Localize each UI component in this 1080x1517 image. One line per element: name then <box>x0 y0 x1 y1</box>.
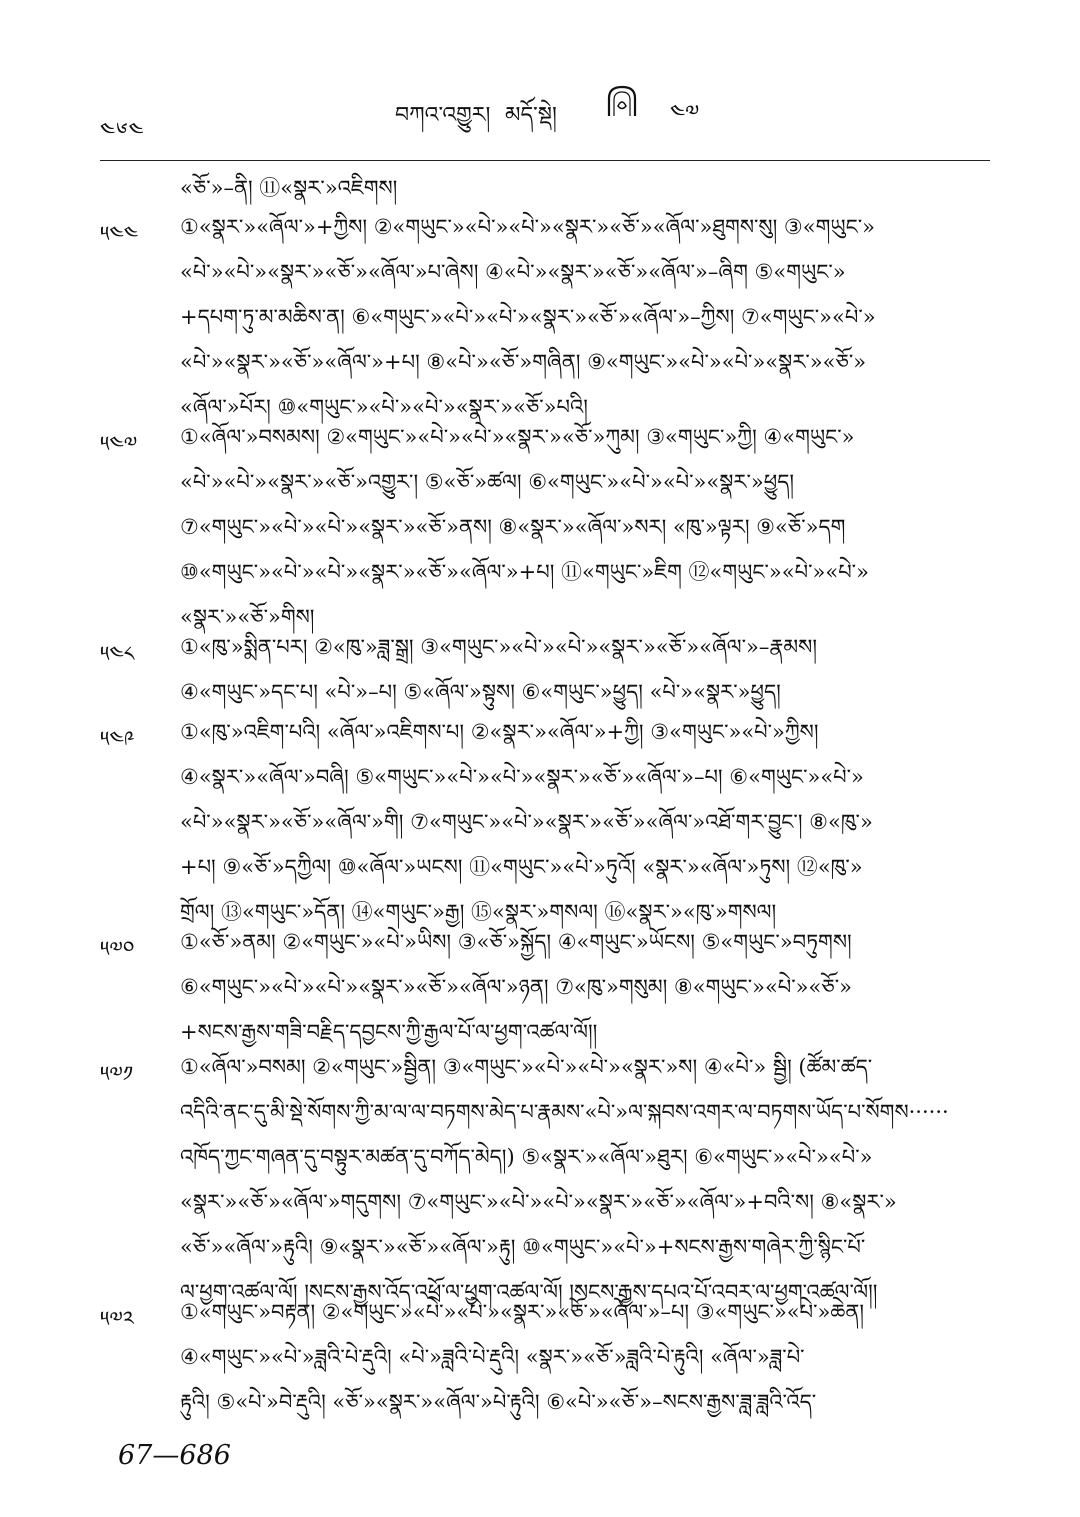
entry-body <box>180 920 992 1055</box>
entry-number: ༥༧༢ <box>100 1307 134 1331</box>
entry-body <box>180 1290 992 1425</box>
note-line: ལ་ཕྱག་འཚལ་ལོ། །སངས་རྒྱས་འོད་འཕྲོ་ལ་ཕྱག་འཚལ་ལོ། །སངས་རྒྱས་དཔའ་པོ་འབར་ལ་ཕྱག་འཚལ་ལོ།། <box>180 1280 878 1304</box>
note-line: ⑩«གཡུང་»«པེ་»«པེ་»«སྣར་»«ཅོ་»«ཞོལ་»+པ། ⑪«གཡུང་»ཇིག ⑫«གཡུང་»«པེ་»«པེ་» <box>180 560 869 584</box>
note-line: «སྣར་»«ཅོ་»གིས། <box>180 605 315 629</box>
entry-body <box>180 710 992 935</box>
page-header <box>100 88 990 144</box>
note-line: ①«ཞོལ་»བསམས། ②«གཡུང་»«པེ་»«པེ་»«སྣར་»«ཅོ་»ཀུམ། ③«གཡུང་»ཀྱི། ④«གཡུང་» <box>180 425 855 449</box>
note-line: རྟུའི། ⑤«པེ་»བེ་རྡུའི། «ཅོ་»«སྣར་»«ཞོལ་»པེ་རྟུའི། ⑥«པེ་»«ཅོ་»–སངས་རྒྱས་ཟླ་ཟླའི་འོད་ <box>180 1390 817 1414</box>
continuation-line: «ཅོ་»–ནི། ⑪«སྣར་»འཇིགས། <box>180 176 398 200</box>
entry-body <box>180 415 992 640</box>
note-line: +དཔག་ཏུ་མ་མཆིས་ན། ⑥«གཡུང་»«པེ་»«པེ་»«སྣར་»«ཅོ་»«ཞོལ་»–ཀྱིས། ⑦«གཡུང་»«པེ་» <box>180 305 876 329</box>
note-line: «ཞོལ་»པོར། ⑩«གཡུང་»«པེ་»«པེ་»«སྣར་»«ཅོ་»པའི། <box>180 395 588 419</box>
entry-number: ༥༤༨ <box>100 642 135 666</box>
note-line: གྲོལ། ⑬«གཡུང་»དོན། ⑭«གཡུང་»རྒྱ། ⑮«སྣར་»གསལ། ⑯«སྣར་»«ཁུ་»གསལ། <box>180 900 777 924</box>
letter-emblem-icon <box>605 84 639 118</box>
note-line: ①«ཁུ་»སྨིན་པར། ②«ཁུ་»ཟླ་སྒྲ། ③«གཡུང་»«པེ་»«པེ་»«སྣར་»«ཅོ་»«ཞོལ་»–རྣམས། <box>180 635 817 659</box>
note-line: ①«ཞོལ་»བསམ། ②«གཡུང་»སྦྱིན། ③«གཡུང་»«པེ་»«པེ་»«སྣར་»ས། ④«པེ་» སྦྱི། (ཚོམ་ཚད་ <box>180 1055 873 1079</box>
note-line: +པ། ⑨«ཅོ་»དཀྱིལ། ⑩«ཞོལ་»ཡངས། ⑪«གཡུང་»«པེ་»ཏུའོ། «སྣར་»«ཞོལ་»ཏུས། ⑫«ཁུ་» <box>180 855 863 879</box>
entry-number: ༥༧༠ <box>100 937 135 961</box>
note-line: ⑦«གཡུང་»«པེ་»«པེ་»«སྣར་»«ཅོ་»ནས། ⑧«སྣར་»«ཞོལ་»སར། «ཁུ་»ལྟར། ⑨«ཅོ་»དག <box>180 515 846 539</box>
note-line: འདིའི་ནང་དུ་མི་སྡེ་སོགས་ཀྱི་མ་ལ་ལ་བཏགས་མེད་པ་རྣམས་«པེ་»ལ་སྐབས་འགར་ལ་བཏགས་ཡོད་པ་སོགས······ <box>180 1100 949 1124</box>
note-line: འཁོད་ཀྱང་གཞན་དུ་བསྟུར་མཚན་དུ་བཀོད་མེད།) ⑤«སྣར་»«ཞོལ་»ཐུར། ⑥«གཡུང་»«པེ་»«པེ་» <box>180 1145 873 1169</box>
note-line: «པེ་»«པེ་»«སྣར་»«ཅོ་»«ཞོལ་»པ་ཞེས། ④«པེ་»«སྣར་»«ཅོ་»«ཞོལ་»–ཞིག ⑤«གཡུང་» <box>180 260 846 284</box>
entry-body <box>180 1045 992 1315</box>
running-title: བཀའ་འགྱུར། <box>395 103 491 128</box>
note-line: «པེ་»«པེ་»«སྣར་»«ཅོ་»འགྱུར་། ⑤«ཅོ་»ཚལ། ⑥«གཡུང་»«པེ་»«པེ་»«སྣར་»ཕྱུད། <box>180 470 795 494</box>
note-line: «སྣར་»«ཅོ་»«ཞོལ་»གདུགས། ⑦«གཡུང་»«པེ་»«པེ་»«སྣར་»«ཅོ་»«ཞོལ་»+བའི་ས། ⑧«སྣར་» <box>180 1190 897 1214</box>
entry-number: ༥༧༡ <box>100 1062 134 1086</box>
folio-number: ༤༧ <box>670 101 700 126</box>
note-line: ①«གཡུང་»བརྟན། ②«གཡུང་»«པེ་»«པེ་»«སྣར་»«ཅོ་»«ཞོལ་»–པ། ③«གཡུང་»«པེ་»ཆེན། <box>180 1300 864 1324</box>
footer-code: 67—686 <box>118 1440 231 1471</box>
entry-body <box>180 205 992 430</box>
note-line: +སངས་རྒྱས་གཟི་བརྗིད་དབྱངས་ཀྱི་རྒྱལ་པོ་ལ་ཕྱག་འཚལ་ལོ།། <box>180 1020 598 1044</box>
entry-number: ༥༤༤ <box>100 222 139 246</box>
note-line: ①«སྣར་»«ཞོལ་»+ཀྱིས། ②«གཡུང་»«པེ་»«པེ་»«སྣར་»«ཅོ་»«ཞོལ་»ཐུགས་སུ། ③«གཡུང་» <box>180 215 875 239</box>
entry-number: ༥༤༧ <box>100 432 138 456</box>
note-line: ④«གཡུང་»«པེ་»ཟླའི་པེ་རྡུའི། «པེ་»ཟླའི་པེ་རྡུའི། «སྣར་»«ཅོ་»ཟླའི་པེ་རྟུའི། «ཞོལ་»ཟླ་པེ་ <box>180 1345 805 1369</box>
note-line: ①«ཁུ་»འཇིག་པའི། «ཞོལ་»འཇིགས་པ། ②«སྣར་»«ཞོལ་»+ཀྱི། ③«གཡུང་»«པེ་»ཀྱིས། <box>180 720 819 744</box>
note-line: ①«ཅོ་»ནམ། ②«གཡུང་»«པེ་»ཡིས། ③«ཅོ་»སྐྱོད། ④«གཡུང་»ཡོངས། ⑤«གཡུང་»བཏུགས། <box>180 930 852 954</box>
note-line: «ཅོ་»«ཞོལ་»རྟུའི། ⑨«སྣར་»«ཅོ་»«ཞོལ་»རྟུ། ⑩«གཡུང་»«པེ་»+སངས་རྒྱས་གཞེར་ཀྱི་སྙིང་པོ་ <box>180 1235 866 1259</box>
section-title: མདོ་སྡེ། <box>505 103 557 128</box>
note-line: ④«སྣར་»«ཞོལ་»བཞི། ⑤«གཡུང་»«པེ་»«པེ་»«སྣར་»«ཅོ་»«ཞོལ་»–པ། ⑥«གཡུང་»«པེ་» <box>180 765 864 789</box>
note-line: «པེ་»«སྣར་»«ཅོ་»«ཞོལ་»+པ། ⑧«པེ་»«ཅོ་»གཞིན། ⑨«གཡུང་»«པེ་»«པེ་»«སྣར་»«ཅོ་» <box>180 350 867 374</box>
entry-body <box>180 625 992 715</box>
entry-number: ༥༤༩ <box>100 727 135 751</box>
page-number: ༤༦༤ <box>100 119 145 144</box>
note-line: «པེ་»«སྣར་»«ཅོ་»«ཞོལ་»གི། ⑦«གཡུང་»«པེ་»«སྣར་»«ཅོ་»«ཞོལ་»འཐོ་གར་བྱུང་། ⑧«ཁུ་» <box>180 810 873 834</box>
note-line: ⑥«གཡུང་»«པེ་»«པེ་»«སྣར་»«ཅོ་»«ཞོལ་»ཉན། ⑦«ཁུ་»གསུམ། ⑧«གཡུང་»«པེ་»«ཅོ་» <box>180 975 852 999</box>
note-line: ④«གཡུང་»དང་པ། «པེ་»–པ། ⑤«ཞོལ་»སྟུས། ⑥«གཡུང་»ཕྱུད། «པེ་»«སྣར་»ཕྱུད། <box>180 680 781 704</box>
header-rule <box>100 160 990 161</box>
